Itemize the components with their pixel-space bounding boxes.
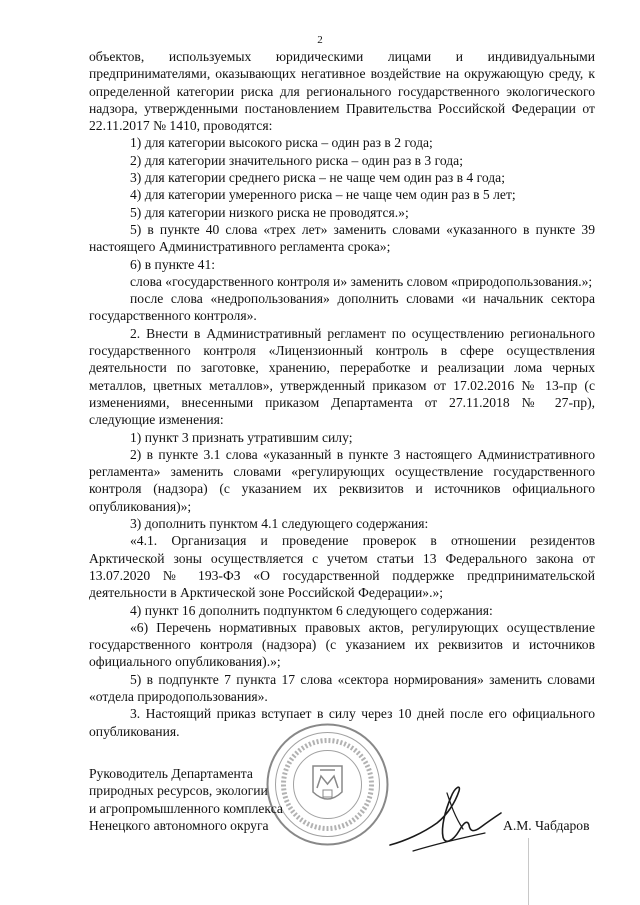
paragraph: 2) для категории значительного риска – один раз в 3 года; [130, 152, 463, 168]
paragraph: слова «государственного контроля и» заменить словом «природопользования.»; [130, 273, 593, 289]
paragraph: объектов, используемых юридическими лицами и индивидуальными предпринимателями, оказывающих негативное воздействие на окружающую среду, к определенной категории риска для регионального государственного экологического надзора, утвержденными постановлением Правительства Российской Федерации от 22.11.2017 № 1410, проводятся: [89, 49, 595, 134]
paragraph: 5) в подпункте 7 пункта 17 слова «сектора нормирования» заменить словами «отдела природопользования». [89, 671, 595, 704]
paragraph: 4) пункт 16 дополнить подпунктом 6 следующего содержания: [130, 602, 493, 618]
paragraph: 6) в пункте 41: [130, 256, 216, 272]
signatory-title-line: и агропромышленного комплекса [89, 800, 283, 816]
signatory-title-line: Руководитель Департамента [89, 766, 253, 781]
paragraph: 3. Настоящий приказ вступает в силу через 10 дней после его официального опубликования. [89, 706, 595, 739]
signatory-title-line: природных ресурсов, экологии [89, 783, 268, 799]
signatory-title-line: Ненецкого автономного округа [89, 817, 269, 833]
paragraph: 1) для категории высокого риска – один раз в 2 года; [130, 135, 433, 151]
paragraph: «4.1. Организация и проведение проверок в отношении резидентов Арктической зоны осуществляется с учетом статьи 13 Федерального закона от 13.07.2020 № 193-ФЗ «О государственной поддержке предпринимательской деятельности в Арктической зоне Российской Федерации».»; [89, 533, 595, 601]
paragraph: 3) для категории среднего риска – не чаще чем один раз в 4 года; [130, 170, 505, 186]
paragraph: 5) в пункте 40 слова «трех лет» заменить словами «указанного в пункте 39 настоящего Административного регламента срока»; [89, 221, 595, 255]
signature-block [89, 765, 595, 834]
paragraph: после слова «недропользования» дополнить словами «и начальник сектора государственного контроля». [89, 291, 595, 324]
page-number: 2 [317, 34, 323, 46]
paragraph: 5) для категории низкого риска не проводятся.»; [130, 204, 409, 220]
scan-artifact-line [528, 838, 529, 905]
paragraph: 2. Внести в Административный регламент по осуществлению регионального государственного контроля «Лицензионный контроль в сфере осуществления деятельности по заготовке, хранению, переработке и реализации лома черных металлов, цветных металлов», утвержденный приказом от 17.02.2016 № 13-пр (с изменениями, внесенными приказом Департамента от 27.11.2018 № 27-пр), следующие изменения: [89, 325, 595, 428]
paragraph: 4) для категории умеренного риска – не чаще чем один раз в 5 лет; [130, 187, 516, 203]
signatory-name: А.М. Чабдаров [503, 818, 590, 833]
paragraph: «6) Перечень нормативных правовых актов, регулирующих осуществление государственного контроля (надзора) (с указанием их реквизитов и источников официального опубликования).»; [89, 619, 595, 670]
paragraph: 3) дополнить пунктом 4.1 следующего содержания: [130, 516, 429, 532]
document-body [89, 48, 595, 740]
paragraph: 1) пункт 3 признать утратившим силу; [130, 429, 353, 445]
paragraph: 2) в пункте 3.1 слова «указанный в пункте 3 настоящего Административного регламента» заменить словами «регулирующих осуществление государственного контроля (надзора) (с указанием их реквизитов и источников официального опубликования)»; [89, 446, 595, 514]
